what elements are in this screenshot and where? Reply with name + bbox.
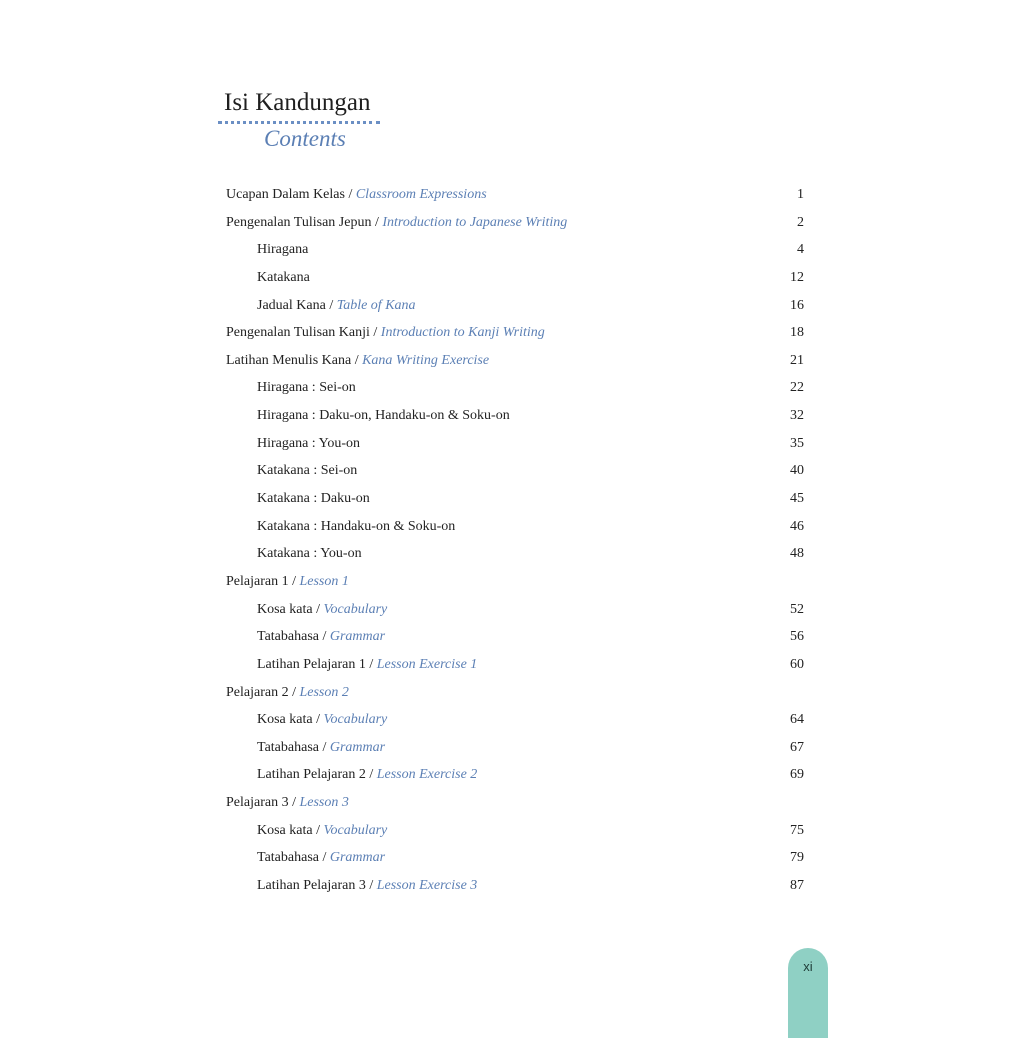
toc-entry-page-number: 56 bbox=[790, 629, 804, 645]
toc-entry-page-number: 79 bbox=[790, 850, 804, 866]
toc-entry-page-number: 40 bbox=[790, 463, 804, 479]
toc-entry-malay-title: Hiragana : Sei-on bbox=[257, 380, 356, 396]
toc-entry-page-number: 32 bbox=[790, 408, 804, 424]
toc-entry-page-number: 16 bbox=[790, 297, 804, 313]
toc-entry-english-title: Table of Kana bbox=[336, 297, 416, 313]
toc-entry-page-number: 60 bbox=[790, 656, 804, 672]
title-separator: / bbox=[288, 795, 300, 811]
title-separator: / bbox=[369, 656, 377, 672]
toc-entry-label bbox=[226, 264, 310, 292]
toc-entry-page-number: 87 bbox=[790, 878, 804, 894]
title-separator: / bbox=[369, 325, 381, 341]
toc-entry-page-number: 46 bbox=[790, 518, 804, 534]
table-of-contents bbox=[226, 181, 804, 900]
page-title: Isi Kandungan bbox=[224, 89, 371, 116]
toc-entry-english-title: Lesson Exercise 1 bbox=[376, 656, 478, 672]
toc-entry-english-title: Lesson 1 bbox=[299, 573, 349, 589]
toc-entry[interactable] bbox=[226, 568, 804, 596]
toc-entry-label bbox=[226, 181, 487, 209]
toc-entry-page-number: 35 bbox=[790, 435, 804, 451]
toc-entry[interactable] bbox=[226, 181, 804, 209]
toc-entry[interactable] bbox=[226, 485, 804, 513]
title-separator: / bbox=[288, 573, 300, 589]
toc-entry-malay-title: Latihan Pelajaran 3 bbox=[257, 878, 366, 894]
toc-entry-page-number: 1 bbox=[797, 187, 804, 202]
toc-entry-label bbox=[226, 513, 455, 541]
title-separator: / bbox=[312, 712, 324, 728]
toc-entry-malay-title: Hiragana : You-on bbox=[257, 435, 361, 451]
toc-entry-malay-title: Pengenalan Tulisan Jepun bbox=[226, 214, 372, 230]
toc-entry-page-number: 64 bbox=[790, 712, 804, 728]
toc-entry-page-number: 75 bbox=[790, 822, 804, 838]
toc-entry[interactable] bbox=[226, 374, 804, 402]
toc-entry[interactable] bbox=[226, 623, 804, 651]
toc-entry-english-title: Introduction to Kanji Writing bbox=[380, 325, 545, 341]
toc-entry[interactable] bbox=[226, 734, 804, 762]
toc-entry-page-number: 21 bbox=[790, 352, 804, 368]
toc-entry-label bbox=[226, 540, 362, 568]
toc-entry-malay-title: Katakana bbox=[257, 269, 310, 285]
toc-entry-page-number: 4 bbox=[797, 242, 804, 258]
toc-entry-label bbox=[226, 568, 349, 596]
toc-entry[interactable] bbox=[226, 679, 804, 707]
toc-entry-english-title: Lesson 3 bbox=[299, 795, 349, 811]
toc-entry-page-number: 22 bbox=[790, 380, 804, 396]
toc-entry-label bbox=[226, 734, 385, 762]
toc-entry-malay-title: Katakana : Handaku-on & Soku-on bbox=[257, 518, 456, 534]
toc-entry-english-title: Vocabulary bbox=[323, 601, 388, 617]
toc-entry-malay-title: Katakana : Daku-on bbox=[257, 491, 370, 507]
toc-entry-label bbox=[226, 209, 567, 237]
toc-entry-malay-title: Jadual Kana bbox=[257, 297, 326, 313]
toc-entry-label bbox=[226, 319, 545, 347]
toc-entry[interactable] bbox=[226, 651, 804, 679]
dotted-divider bbox=[218, 121, 380, 124]
toc-entry-label bbox=[226, 872, 477, 900]
page-number-tab bbox=[788, 948, 828, 1038]
toc-entry-label bbox=[226, 485, 370, 513]
toc-entry[interactable] bbox=[226, 540, 804, 568]
title-separator: / bbox=[344, 187, 356, 202]
toc-entry-english-title: Grammar bbox=[329, 850, 386, 866]
toc-entry[interactable] bbox=[226, 513, 804, 541]
toc-entry-malay-title: Pelajaran 1 bbox=[226, 573, 289, 589]
title-separator: / bbox=[365, 878, 377, 894]
toc-entry-malay-title: Katakana : You-on bbox=[257, 546, 362, 562]
toc-entry-english-title: Introduction to Japanese Writing bbox=[382, 214, 568, 230]
toc-entry[interactable] bbox=[226, 236, 804, 264]
toc-entry-label bbox=[226, 430, 360, 458]
toc-entry-malay-title: Ucapan Dalam Kelas bbox=[226, 187, 345, 202]
toc-entry-label bbox=[226, 292, 416, 320]
toc-entry-label bbox=[226, 789, 349, 817]
toc-entry-label bbox=[226, 844, 385, 872]
toc-entry-malay-title: Latihan Menulis Kana bbox=[226, 352, 352, 368]
toc-entry-english-title: Grammar bbox=[329, 739, 386, 755]
title-separator: / bbox=[325, 297, 337, 313]
title-separator: / bbox=[351, 352, 363, 368]
toc-entry-page-number: 52 bbox=[790, 601, 804, 617]
title-separator: / bbox=[371, 214, 383, 230]
toc-entry-label bbox=[226, 706, 387, 734]
toc-entry-malay-title: Hiragana : Daku-on, Handaku-on & Soku-on bbox=[257, 408, 510, 424]
toc-entry-malay-title: Tatabahasa bbox=[257, 629, 323, 645]
toc-entry-page-number: 48 bbox=[790, 546, 804, 562]
toc-entry-label bbox=[226, 236, 308, 264]
toc-entry-english-title: Grammar bbox=[329, 629, 386, 645]
toc-entry-malay-title: Latihan Pelajaran 1 bbox=[257, 656, 370, 672]
title-separator: / bbox=[322, 629, 330, 645]
toc-entry-label bbox=[226, 347, 489, 375]
toc-entry-page-number: 18 bbox=[790, 325, 804, 341]
toc-entry[interactable] bbox=[226, 817, 804, 845]
toc-entry[interactable] bbox=[226, 292, 804, 320]
toc-entry-malay-title: Pengenalan Tulisan Kanji bbox=[226, 325, 370, 341]
toc-entry-malay-title: Kosa kata bbox=[257, 601, 313, 617]
toc-entry-english-title: Lesson Exercise 3 bbox=[376, 878, 478, 894]
toc-entry-page-number: 69 bbox=[790, 767, 804, 783]
toc-entry[interactable] bbox=[226, 457, 804, 485]
toc-entry-malay-title: Tatabahasa bbox=[257, 850, 323, 866]
page-number: xi bbox=[803, 959, 813, 974]
toc-entry-label bbox=[226, 679, 349, 707]
toc-entry-label bbox=[226, 457, 357, 485]
toc-entry-english-title: Classroom Expressions bbox=[355, 187, 487, 202]
toc-entry[interactable] bbox=[226, 761, 804, 789]
toc-entry-malay-title: Pelajaran 3 bbox=[226, 795, 289, 811]
toc-entry[interactable] bbox=[226, 430, 804, 458]
title-separator: / bbox=[312, 601, 324, 617]
title-separator: / bbox=[365, 767, 377, 783]
toc-entry[interactable] bbox=[226, 402, 804, 430]
toc-entry-malay-title: Pelajaran 2 bbox=[226, 684, 289, 700]
toc-entry-english-title: Vocabulary bbox=[323, 822, 388, 838]
page-subtitle: Contents bbox=[264, 126, 346, 151]
toc-entry[interactable] bbox=[226, 319, 804, 347]
toc-entry[interactable] bbox=[226, 264, 804, 292]
toc-entry-page-number: 12 bbox=[790, 269, 804, 285]
title-separator: / bbox=[312, 822, 324, 838]
toc-entry[interactable] bbox=[226, 596, 804, 624]
toc-entry-english-title: Lesson Exercise 2 bbox=[376, 767, 478, 783]
title-separator: / bbox=[322, 850, 330, 866]
toc-entry-english-title: Vocabulary bbox=[323, 712, 388, 728]
toc-entry-label bbox=[226, 402, 510, 430]
toc-entry[interactable] bbox=[226, 789, 804, 817]
toc-entry-label bbox=[226, 623, 385, 651]
toc-entry-malay-title: Latihan Pelajaran 2 bbox=[257, 767, 366, 783]
toc-entry-malay-title: Kosa kata bbox=[257, 822, 313, 838]
toc-entry-malay-title: Kosa kata bbox=[257, 712, 313, 728]
contents-heading bbox=[218, 88, 388, 153]
title-separator: / bbox=[322, 739, 330, 755]
toc-entry-malay-title: Katakana : Sei-on bbox=[257, 463, 358, 479]
toc-entry[interactable] bbox=[226, 209, 804, 237]
toc-entry-label bbox=[226, 596, 387, 624]
toc-entry[interactable] bbox=[226, 872, 804, 900]
toc-entry-label bbox=[226, 374, 356, 402]
toc-entry-label bbox=[226, 651, 477, 679]
toc-entry-page-number: 2 bbox=[797, 214, 804, 230]
toc-entry-label bbox=[226, 761, 477, 789]
toc-entry[interactable] bbox=[226, 844, 804, 872]
toc-entry-english-title: Lesson 2 bbox=[299, 684, 349, 700]
toc-entry-page-number: 67 bbox=[790, 739, 804, 755]
toc-entry-page-number: 45 bbox=[790, 491, 804, 507]
toc-entry-label bbox=[226, 817, 387, 845]
toc-entry[interactable] bbox=[226, 706, 804, 734]
title-separator: / bbox=[288, 684, 300, 700]
toc-entry-english-title: Kana Writing Exercise bbox=[362, 352, 490, 368]
toc-entry-malay-title: Hiragana bbox=[257, 242, 309, 258]
toc-entry[interactable] bbox=[226, 347, 804, 375]
toc-entry-malay-title: Tatabahasa bbox=[257, 739, 323, 755]
